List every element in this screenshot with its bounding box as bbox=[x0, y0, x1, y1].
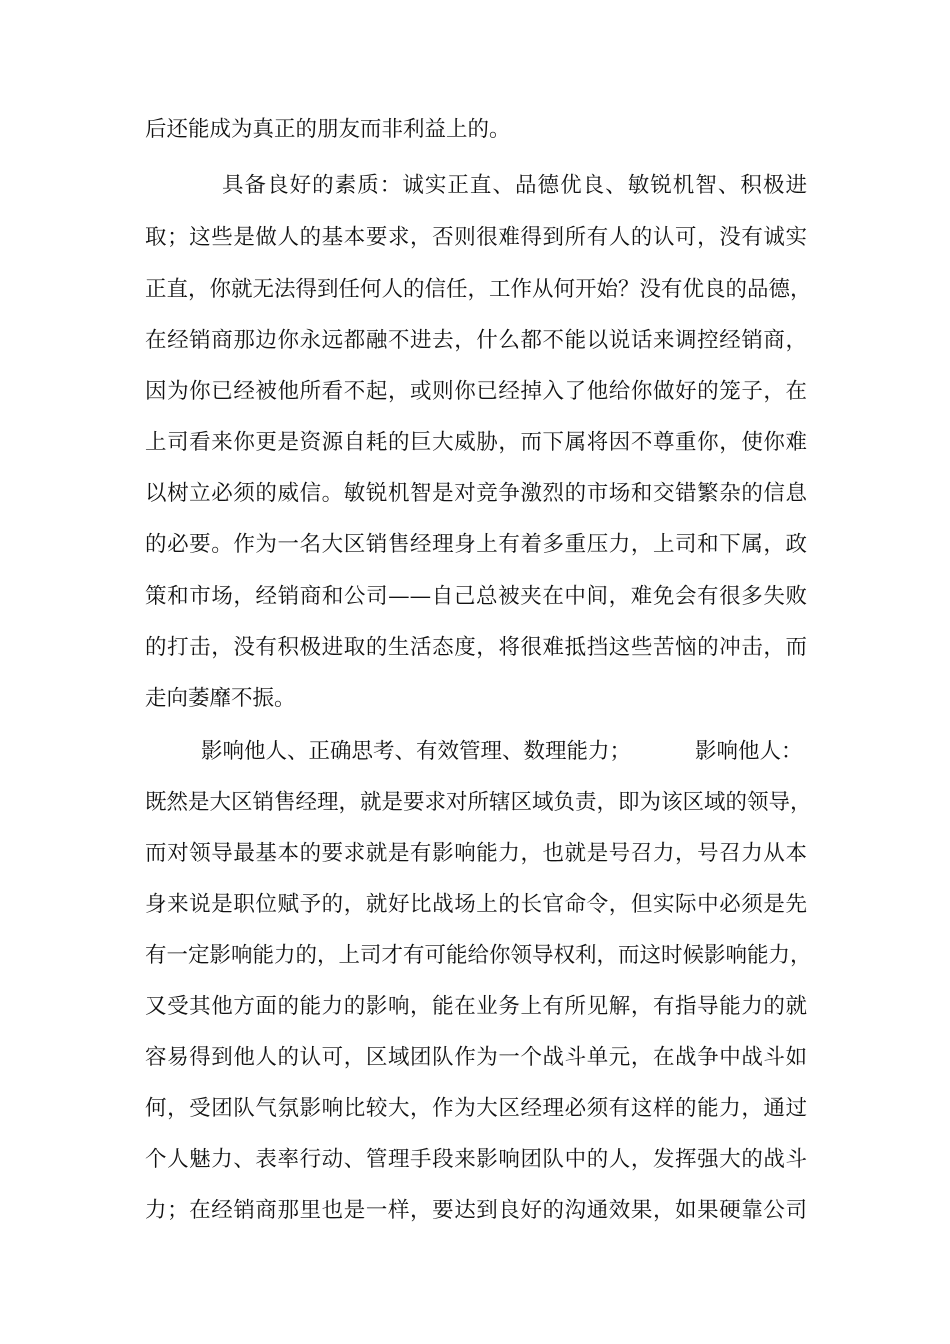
paragraph-line: 个人魅力、表率行动、管理手段来影响团队中的人，发挥强大的战斗 bbox=[145, 1147, 807, 1172]
paragraph-line: 有一定影响能力的，上司才有可能给你领导权利，而这时候影响能力， bbox=[145, 943, 812, 968]
paragraph-line: 正直，你就无法得到任何人的信任，工作从何开始？没有优良的品德， bbox=[145, 277, 812, 302]
paragraph-line: 取；这些是做人的基本要求，否则很难得到所有人的认可，没有诚实 bbox=[145, 225, 807, 250]
paragraph-line: 具备良好的素质：诚实正直、品德优良、敏锐机智、积极进 bbox=[222, 173, 807, 198]
paragraph-line: 既然是大区销售经理，就是要求对所辖区域负责，即为该区域的领导， bbox=[145, 790, 812, 815]
paragraph-line: 力；在经销商那里也是一样，要达到良好的沟通效果，如果硬靠公司 bbox=[145, 1198, 807, 1223]
paragraph-line: 身来说是职位赋予的，就好比战场上的长官命令，但实际中必须是先 bbox=[145, 892, 807, 917]
paragraph-line: 策和市场，经销商和公司——自己总被夹在中间，难免会有很多失败 bbox=[145, 584, 807, 609]
paragraph-line: 何，受团队气氛影响比较大，作为大区经理必须有这样的能力，通过 bbox=[145, 1096, 807, 1121]
paragraph-line: 因为你已经被他所看不起，或则你已经掉入了他给你做好的笼子，在 bbox=[145, 379, 807, 404]
paragraph-line: 又受其他方面的能力的影响，能在业务上有所见解，有指导能力的就 bbox=[145, 994, 807, 1019]
paragraph-line: 的必要。作为一名大区销售经理身上有着多重压力，上司和下属，政 bbox=[145, 532, 807, 557]
paragraph-line: 以树立必须的威信。敏锐机智是对竞争激烈的市场和交错繁杂的信息 bbox=[145, 481, 807, 506]
paragraph-line: 影响他人、正确思考、有效管理、数理能力； bbox=[201, 739, 632, 764]
paragraph-line: 走向萎靡不振。 bbox=[145, 686, 296, 711]
paragraph-line: 的打击，没有积极进取的生活态度，将很难抵挡这些苦恼的冲击，而 bbox=[145, 635, 807, 660]
paragraph-line: 影响他人： bbox=[695, 739, 803, 764]
paragraph-line: 而对领导最基本的要求就是有影响能力，也就是号召力，号召力从本 bbox=[145, 841, 807, 866]
paragraph-line: 后还能成为真正的朋友而非利益上的。 bbox=[145, 117, 511, 142]
paragraph-line: 在经销商那边你永远都融不进去，什么都不能以说话来调控经销商， bbox=[145, 328, 807, 353]
paragraph-line: 容易得到他人的认可，区域团队作为一个战斗单元，在战争中战斗如 bbox=[145, 1045, 807, 1070]
paragraph-line: 上司看来你更是资源自耗的巨大威胁，而下属将因不尊重你，使你难 bbox=[145, 430, 807, 455]
